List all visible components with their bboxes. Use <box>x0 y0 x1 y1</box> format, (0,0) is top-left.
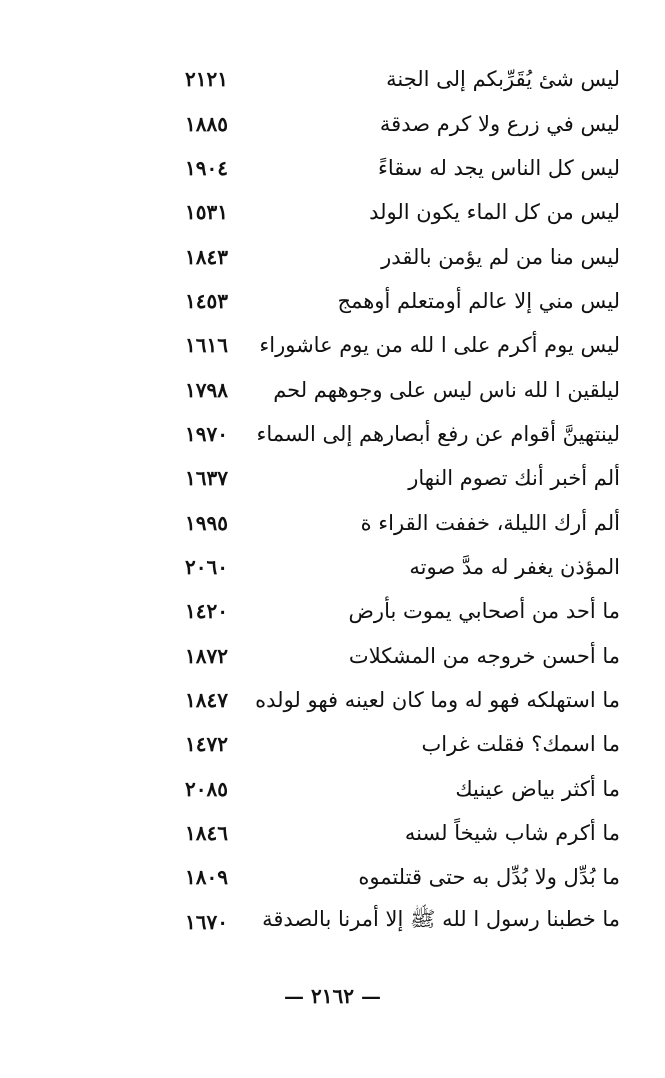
entry-text: ليس من كل الماء يكون الولد <box>369 200 620 225</box>
index-entry <box>185 234 620 278</box>
entry-number: ٢٠٦٠ <box>185 554 228 579</box>
index-entry <box>185 633 620 677</box>
entry-text: ألم أرك الليلة، خففت القراء ة <box>360 510 620 535</box>
entry-number: ٢١٢١ <box>185 67 228 92</box>
entry-number: ٢٠٨٥ <box>185 776 228 801</box>
entry-text: ما أكرم شاب شيخاً لسنه <box>404 821 620 846</box>
index-entry <box>185 323 620 367</box>
entry-number: ١٦٧٠ <box>185 909 228 934</box>
entry-text: ليس في زرع ولا كرم صدقة <box>379 111 620 136</box>
entry-number: ١٦١٦ <box>185 333 228 358</box>
index-entry <box>185 456 620 500</box>
entry-text: ليس منا من لم يؤمن بالقدر <box>381 244 620 269</box>
entry-number: ١٤٧٢ <box>185 732 228 757</box>
index-entry <box>185 101 620 145</box>
entry-number: ١٨٨٥ <box>185 111 228 136</box>
index-entry <box>185 57 620 101</box>
index-entry <box>185 589 620 633</box>
entry-text: ليس يوم أكرم على ا لله من يوم عاشوراء <box>259 333 620 358</box>
entry-number: ١٥٣١ <box>185 200 228 225</box>
index-entry <box>185 279 620 323</box>
index-entry <box>185 811 620 855</box>
entry-number: ١٩٧٠ <box>185 421 228 446</box>
index-entry <box>185 500 620 544</box>
entry-text: ما أحد من أصحابي يموت بأرض <box>348 599 620 624</box>
index-entry <box>185 412 620 456</box>
entry-text: ما استهلكه فهو له وما كان لعينه فهو لولده <box>255 687 620 712</box>
entry-text: ما اسمك؟ فقلت غراب <box>421 732 620 757</box>
entry-number: ١٩٩٥ <box>185 510 228 535</box>
entry-text: ألم أخبر أنك تصوم النهار <box>408 466 620 491</box>
page-number: — ٢١٦٢ — <box>284 984 381 1008</box>
entry-number: ١٨٧٢ <box>185 643 228 668</box>
index-entry <box>185 855 620 899</box>
entry-number: ١٧٩٨ <box>185 377 228 402</box>
index-entry <box>185 545 620 589</box>
index-entry <box>185 678 620 722</box>
entry-number: ١٤٢٠ <box>185 599 228 624</box>
entry-text: المؤذن يغفر له مدَّ صوته <box>409 554 620 579</box>
entry-text: ما بُدِّل ولا بُدِّل به حتى قتلتموه <box>358 865 620 890</box>
entry-number: ١٨٤٣ <box>185 244 228 269</box>
index-entry <box>185 146 620 190</box>
entry-number: ١٨٤٦ <box>185 821 228 846</box>
entry-text: لينتهينَّ أقوام عن رفع أبصارهم إلى السماء <box>256 421 620 446</box>
index-entries-list <box>185 57 620 944</box>
entry-text: ليس مني إلا عالم أومتعلم أوهمج <box>337 288 620 313</box>
entry-number: ١٨٠٩ <box>185 865 228 890</box>
index-entry <box>185 722 620 766</box>
index-entry <box>185 900 620 944</box>
entry-number: ١٨٤٧ <box>185 687 228 712</box>
entry-text: ما أكثر بياض عينيك <box>455 776 620 801</box>
entry-text: ما أحسن خروجه من المشكلات <box>348 643 620 668</box>
index-entry <box>185 767 620 811</box>
entry-text: ليس كل الناس يجد له سقاءً <box>378 155 620 180</box>
entry-text: ليس شئ يُقَرِّبكم إلى الجنة <box>386 67 620 92</box>
index-entry <box>185 367 620 411</box>
entry-number: ١٦٣٧ <box>185 466 228 491</box>
entry-number: ١٩٠٤ <box>185 155 228 180</box>
entry-text: ما خطبنا رسول ا لله ﷺ إلا أمرنا بالصدقة <box>262 907 620 932</box>
index-entry <box>185 190 620 234</box>
entry-number: ١٤٥٣ <box>185 288 228 313</box>
entry-text: ليلقين ا لله ناس ليس على وجوههم لحم <box>273 377 620 402</box>
